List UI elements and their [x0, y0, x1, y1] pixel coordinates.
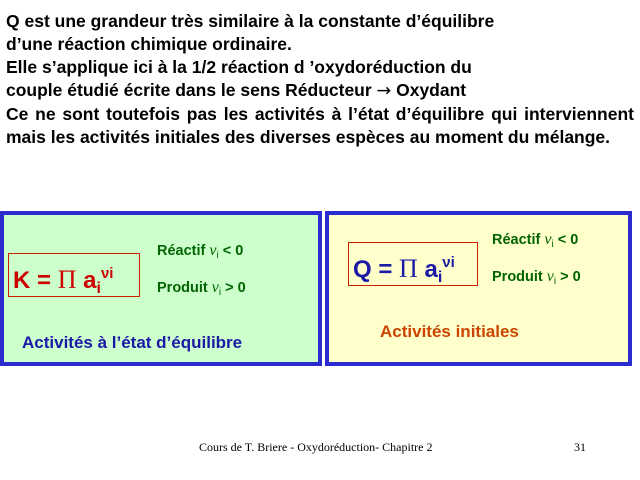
intro-line-3: Elle s’applique ici à la 1/2 réaction d ’oxydoréduction du: [6, 57, 472, 77]
intro-paragraph-2: Ce ne sont toutefois pas les activités à l’état d’équilibre qui interviennent mais les activités initiales des diverses espèces au moment du mélange.: [6, 104, 634, 147]
equilibrium-panel: [0, 211, 322, 366]
k-formula: [8, 253, 140, 297]
footer-source: Cours de T. Briere - Oxydoréduction- Chapitre 2: [199, 440, 433, 454]
produit-condition: Produit $\nu_i > 0$: [157, 279, 246, 298]
initial-caption: Activités initiales: [380, 322, 519, 341]
intro-line-2: d’une réaction chimique ordinaire.: [6, 34, 292, 54]
activity-subscript: i: [96, 280, 101, 297]
intro-line-4-prefix: couple étudié écrite dans le sens Réducteur: [6, 80, 372, 100]
reactif-condition: Réactif $\nu_i < 0$: [157, 242, 244, 261]
produit-condition: Produit $\nu_i > 0$: [492, 268, 581, 287]
k-formula-lhs: K =: [13, 267, 52, 294]
reactif-condition: Réactif $\nu_i < 0$: [492, 231, 579, 250]
initial-panel: [325, 211, 632, 366]
intro-text: [6, 10, 634, 149]
activity-exponent: νi: [100, 265, 114, 282]
equilibrium-caption: Activités à l’état d’équilibre: [22, 333, 243, 352]
arrow-right-icon: →: [376, 81, 392, 101]
product-symbol: Π: [57, 265, 77, 294]
activity-symbol: a: [424, 256, 438, 283]
activity-exponent: νi: [442, 254, 455, 271]
q-formula-lhs: Q =: [353, 256, 393, 283]
product-symbol: Π: [399, 254, 418, 283]
intro-line-4: [6, 79, 634, 103]
activity-subscript: i: [437, 269, 443, 286]
intro-line-1: Q est une grandeur très similaire à la constante d’équilibre: [6, 11, 495, 31]
page-number: 31: [574, 440, 586, 454]
intro-line-4-suffix: Oxydant: [396, 80, 467, 100]
q-formula: [348, 242, 478, 286]
activity-symbol: a: [83, 267, 97, 294]
